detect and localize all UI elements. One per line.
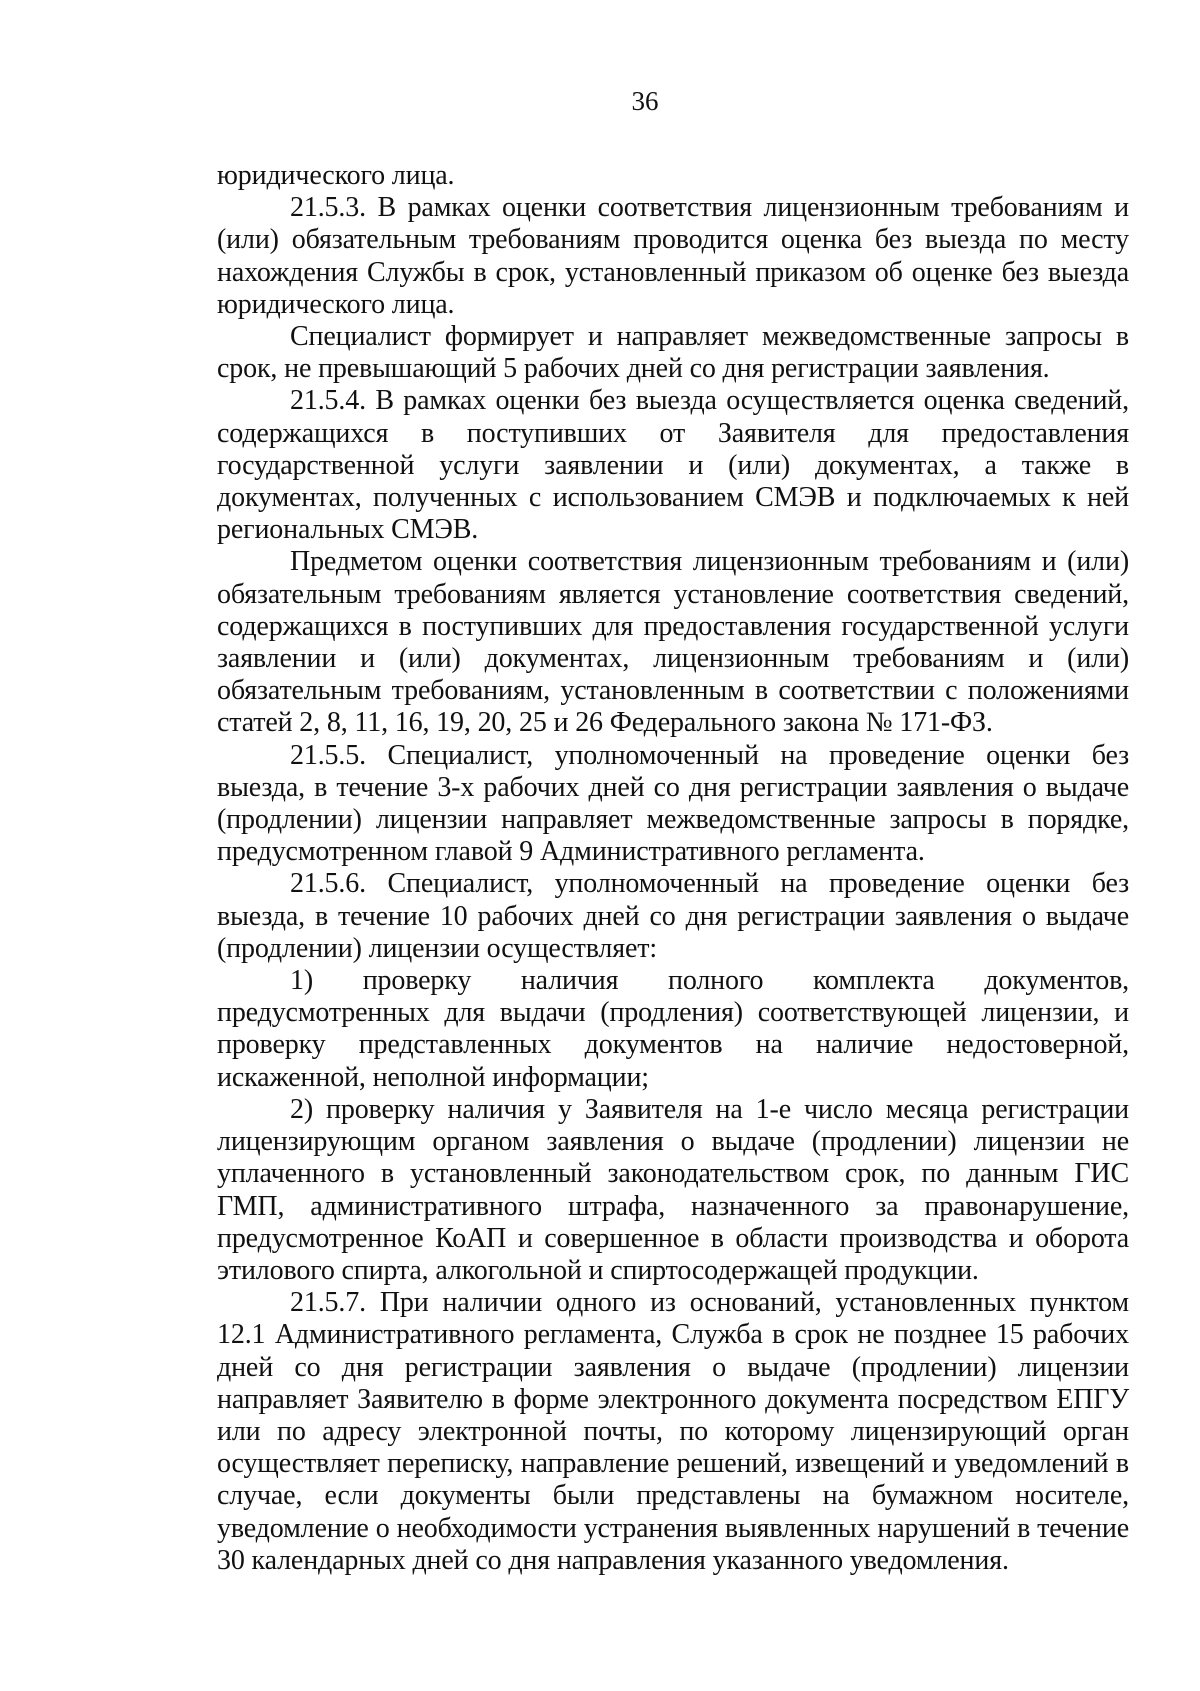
page-number: 36 (631, 86, 659, 116)
paragraph-21-5-6: 21.5.6. Специалист, уполномоченный на проведение оценки без выезда, в течение 10 рабочих дней со дня регистрации заявления о выдаче (продлении) лицензии осуществляет: (217, 868, 1129, 964)
list-item-2: 2) проверку наличия у Заявителя на 1-е число месяца регистрации лицензирующим органом заявления о выдаче (продлении) лицензии не уплаченного в установленный законодательством срок, по данным ГИС ГМП, административного штрафа, назначенного за правонарушение, предусмотренное КоАП и совершенное в области производства и оборота этилового спирта, алкогольной и спиртосодержащей продукции. (217, 1093, 1129, 1286)
document-body (217, 160, 1129, 1577)
paragraph-continuation: юридического лица. (217, 160, 455, 191)
paragraph-assessment-subject: Предметом оценки соответствия лицензионным требованиям и (или) обязательным требованиям является установление соответствия сведений, содержащихся в поступивших для предоставления государственной услуги заявлении и (или) документах, лицензионным требованиям и (или) обязательным требованиям, установленным в соответствии с положениями статей 2, 8, 11, 16, 19, 20, 25 и 26 Федерального закона № 171-ФЗ. (217, 546, 1129, 739)
paragraph-21-5-7: 21.5.7. При наличии одного из оснований, установленных пунктом 12.1 Административного регламента, Служба в срок не позднее 15 рабочих дней со дня регистрации заявления о выдаче (продлении) лицензии направляет Заявителю в форме электронного документа посредством ЕПГУ или по адресу электронной почты, по которому лицензирующий орган осуществляет переписку, направление решений, извещений и уведомлений в случае, если документы были представлены на бумажном носителе, уведомление о необходимости устранения выявленных нарушений в течение 30 календарных дней со дня направления указанного уведомления. (217, 1287, 1129, 1576)
list-item-1: 1) проверку наличия полного комплекта документов, предусмотренных для выдачи (продления) соответствующей лицензии, и проверку представленных документов на наличие недостоверной, искаженной, неполной информации; (217, 965, 1129, 1093)
paragraph-specialist-requests: Специалист формирует и направляет межведомственные запросы в срок, не превышающий 5 рабочих дней со дня регистрации заявления. (217, 321, 1129, 385)
paragraph-21-5-3: 21.5.3. В рамках оценки соответствия лицензионным требованиям и (или) обязательным требованиям проводится оценка без выезда по месту нахождения Службы в срок, установленный приказом об оценке без выезда юридического лица. (217, 192, 1129, 320)
paragraph-21-5-5: 21.5.5. Специалист, уполномоченный на проведение оценки без выезда, в течение 3-х рабочих дней со дня регистрации заявления о выдаче (продлении) лицензии направляет межведомственные запросы в порядке, предусмотренном главой 9 Административного регламента. (217, 739, 1129, 868)
paragraph-21-5-4: 21.5.4. В рамках оценки без выезда осуществляется оценка сведений, содержащихся в поступивших от Заявителя для предоставления государственной услуги заявлении и (или) документах, а также в документах, полученных с использованием СМЭВ и подключаемых к ней региональных СМЭВ. (217, 385, 1129, 546)
